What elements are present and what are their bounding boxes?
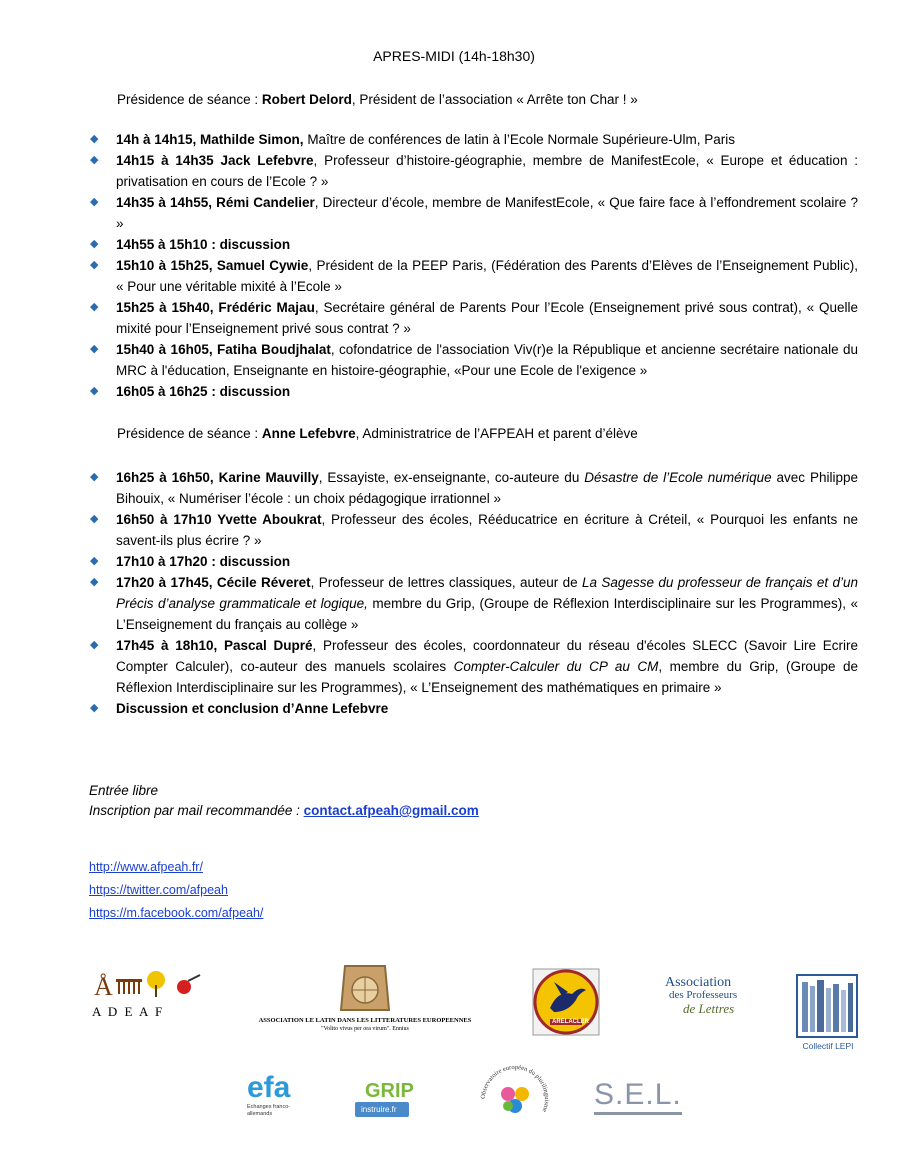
apl-line-2: des Professeurs — [669, 989, 738, 1001]
presidence-prefix: Présidence de séance : — [117, 92, 262, 107]
diamond-bullet-icon: ◆ — [90, 555, 99, 567]
inscription-label: Inscription par mail recommandée : — [89, 803, 304, 818]
page-title: APRES-MIDI (14h-18h30) — [373, 48, 535, 64]
diamond-bullet-icon: ◆ — [90, 639, 99, 651]
diamond-bullet-icon: ◆ — [90, 238, 99, 250]
svg-text:Observatoire européen du pluri: Observatoire européen du plurilinguisme — [479, 1063, 551, 1114]
plurilinguisme-emblem-icon — [478, 1062, 552, 1136]
apl-logo — [665, 976, 755, 1026]
adeaf-logo — [92, 965, 212, 1020]
presidence-2 — [117, 426, 638, 441]
plurilinguisme-logo — [478, 1062, 552, 1136]
diamond-bullet-icon: ◆ — [90, 702, 99, 714]
email-link[interactable]: contact.afpeah@gmail.com — [303, 803, 479, 818]
list-item: ◆ 15h40 à 16h05, Fatiha Boudjhalat, cofondatrice de l'association Viv(r)e la République et ancienne secrétaire nationale du MRC à l'éducation, Enseignante en histoire-géographie, «Pour une Ecole de l'exigence » — [88, 339, 858, 381]
diamond-bullet-icon: ◆ — [90, 259, 99, 271]
diamond-bullet-icon: ◆ — [90, 471, 99, 483]
efa-text: efa — [247, 1071, 291, 1104]
list-item: ◆ 17h45 à 18h10, Pascal Dupré, Professeur des écoles, coordonnateur du réseau d'écoles SLECC (Savoir Lire Ecrire Compter Calculer), co-auteur des manuels scolaires Compter-Calculer du CP au CM, membre du Grip, (Groupe de Réflexion Interdisciplinaire sur les Programmes), « L’Enseignement des mathématiques en primaire » — [88, 635, 858, 698]
sel-underline — [594, 1112, 682, 1115]
diamond-bullet-icon: ◆ — [90, 154, 99, 166]
facebook-link[interactable]: https://m.facebook.com/afpeah/ — [89, 906, 264, 920]
lepi-logo — [796, 974, 860, 1052]
grip-logo — [355, 1080, 421, 1124]
grip-text: GRIP — [365, 1080, 414, 1102]
presidence-name: Robert Delord — [261, 92, 352, 107]
sundial-emblem-icon — [337, 962, 393, 1014]
list-item: ◆ 14h55 à 15h10 : discussion — [88, 234, 858, 255]
diamond-bullet-icon: ◆ — [90, 133, 99, 145]
presidence-rest: , Président de l’association « Arrête ton Char ! » — [351, 92, 638, 107]
latin-association-name: ASSOCIATION LE LATIN DANS LES LITTERATURES EUROPEENNES — [258, 1017, 472, 1024]
diamond-bullet-icon: ◆ — [90, 343, 99, 355]
adeaf-text: A D E A F — [92, 1004, 165, 1019]
diamond-bullet-icon: ◆ — [90, 301, 99, 313]
inscription-line — [89, 803, 479, 818]
efa-logo — [247, 1072, 307, 1130]
list-item: ◆ 16h05 à 16h25 : discussion — [88, 381, 858, 402]
list-item: ◆ 15h10 à 15h25, Samuel Cywie, Président de la PEEP Paris, (Fédération des Parents d’Elèves de l’Enseignement Public), « Pour une véritable mixité à l’Ecole » — [88, 255, 858, 297]
apl-line-3: de Lettres — [683, 1001, 735, 1016]
list-item: ◆ 14h35 à 14h55, Rémi Candelier, Directeur d’école, membre de ManifestEcole, « Que faire face à l’effondrement scolaire ? » — [88, 192, 858, 234]
latin-association-logo — [255, 962, 475, 1037]
list-item: ◆ 17h20 à 17h45, Cécile Réveret, Professeur de lettres classiques, auteur de La Sagesse du professeur de français et d’un Précis d’analyse grammaticale et logique, membre du Grip, (Groupe de Réflexion Interdisciplinaire sur les Programmes), « L’Enseignement du français au collège » — [88, 572, 858, 635]
arelacler-text: ARELACLER — [552, 1019, 589, 1025]
list-item: ◆ 14h15 à 14h35 Jack Lefebvre, Professeur d’histoire-géographie, membre de ManifestEcole, « Europe et éducation : privatisation en cours de l’Ecole ? » — [88, 150, 858, 192]
diamond-bullet-icon: ◆ — [90, 385, 99, 397]
website-link[interactable]: http://www.afpeah.fr/ — [89, 860, 203, 874]
list-item: ◆ 17h10 à 17h20 : discussion — [88, 551, 858, 572]
svg-text:Å: Å — [94, 972, 113, 1001]
list-item: ◆ Discussion et conclusion d’Anne Lefebvre — [88, 698, 858, 719]
presidence-rest: , Administratrice de l’AFPEAH et parent d’élève — [355, 426, 638, 441]
list-item: ◆ 14h à 14h15, Mathilde Simon, Maître de conférences de latin à l’Ecole Normale Supérieure-Ulm, Paris — [88, 129, 858, 150]
efa-subtext: Echanges franco-allemands — [247, 1104, 291, 1117]
list-item: ◆ 15h25 à 15h40, Frédéric Majau, Secrétaire général de Parents Pour l’Ecole (Enseignement privé sous contrat), « Quelle mixité pour l’Enseignement privé sous contrat ? » — [88, 297, 858, 339]
latin-association-motto: "Volito vivus per ora virum". Ennius — [321, 1026, 409, 1032]
list-item: ◆ 16h25 à 16h50, Karine Mauvilly, Essayiste, ex-enseignante, co-auteure du Désastre de l’Ecole numérique avec Philippe Bihouix, « Numériser l’école : un choix pédagogique irrationnel » — [88, 467, 858, 509]
grip-subtext: instruire.fr — [355, 1102, 409, 1117]
sel-text: S.E.L. — [594, 1078, 682, 1111]
bookshelf-emblem-icon — [796, 974, 858, 1038]
diamond-bullet-icon: ◆ — [90, 196, 99, 208]
program-list-2 — [88, 467, 858, 719]
arelacler-logo — [532, 968, 600, 1036]
diamond-bullet-icon: ◆ — [90, 513, 99, 525]
lepi-text: Collectif LEPI — [802, 1041, 854, 1051]
presidence-name: Anne Lefebvre — [261, 426, 356, 441]
adeaf-emblem-icon — [92, 965, 212, 1001]
presidence-prefix: Présidence de séance : — [117, 426, 262, 441]
pegasus-emblem-icon — [532, 968, 600, 1036]
program-list-1 — [88, 129, 858, 402]
entree-libre: Entrée libre — [89, 783, 159, 798]
diamond-bullet-icon: ◆ — [90, 576, 99, 588]
sel-logo — [594, 1079, 690, 1123]
presidence-1 — [117, 92, 638, 107]
list-item: ◆ 16h50 à 17h10 Yvette Aboukrat, Professeur des écoles, Rééducatrice en écriture à Créteil, « Pourquoi les enfants ne savent-ils plus écrire ? » — [88, 509, 858, 551]
apl-line-1: Association — [665, 975, 732, 990]
twitter-link[interactable]: https://twitter.com/afpeah — [89, 883, 228, 897]
